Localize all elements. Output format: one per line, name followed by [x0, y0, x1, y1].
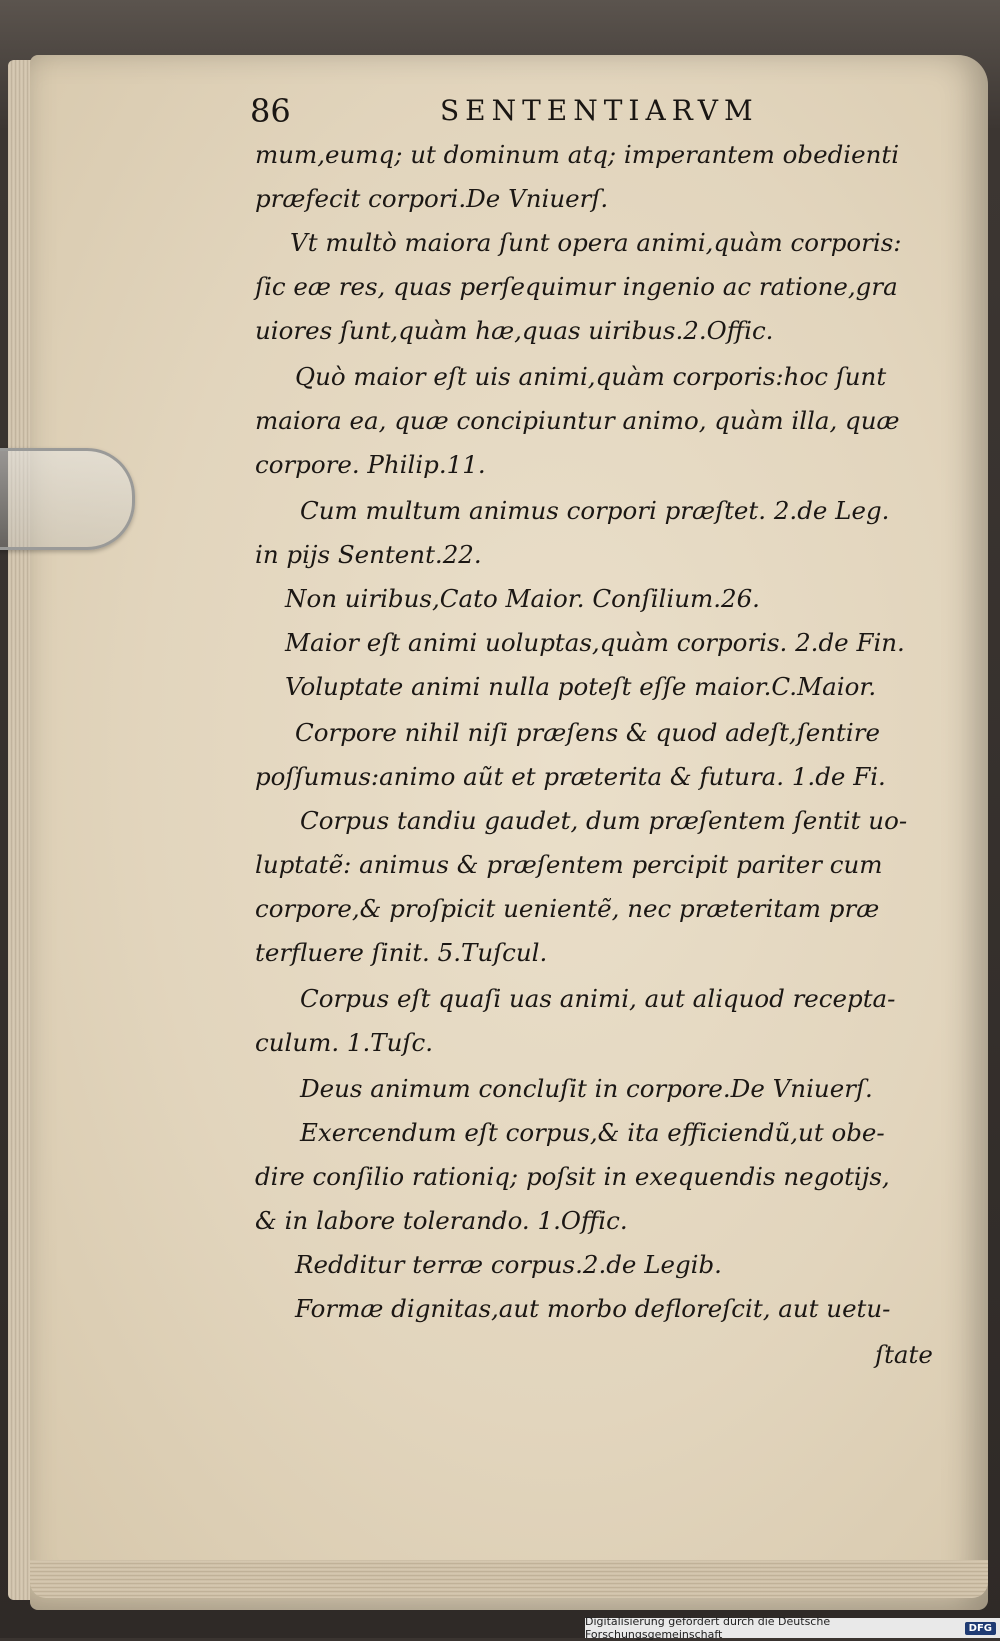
text-line: luptatẽ: animus & præſentem percipit pariter cum — [255, 850, 883, 879]
text-line: terfluere ſinit. 5.Tuſcul. — [255, 938, 548, 967]
page-number: 86 — [250, 92, 291, 130]
text-line: Exercendum eſt corpus,& ita efficiendũ,ut obe- — [300, 1118, 885, 1147]
text-line: Corpore nihil niſi præſens & quod adeſt,ſentire — [295, 718, 880, 747]
page-bottom-edge — [30, 1560, 988, 1598]
text-line: Corpus tandiu gaudet, dum præſentem ſentit uo- — [300, 806, 908, 835]
text-line: & in labore tolerando. 1.Offic. — [255, 1206, 628, 1235]
text-line: Vt multò maiora ſunt opera animi,quàm corporis: — [290, 228, 902, 257]
text-line: Redditur terræ corpus.2.de Legib. — [295, 1250, 722, 1279]
text-line: corpore. Philip.11. — [255, 450, 486, 479]
text-line: in pijs Sentent.22. — [255, 540, 482, 569]
dfg-logo: DFG — [965, 1622, 996, 1635]
running-title: SENTENTIARVM — [440, 94, 759, 127]
text-line: Maior eſt animi uoluptas,quàm corporis. 2.de Fin. — [285, 628, 905, 657]
text-line: culum. 1.Tuſc. — [255, 1028, 433, 1057]
text-line: Formæ dignitas,aut morbo defloreſcit, aut uetu- — [295, 1294, 891, 1323]
text-line: maiora ea, quæ concipiuntur animo, quàm illa, quæ — [255, 406, 900, 435]
text-line: corpore,& proſpicit uenientẽ, nec præteritam præ — [255, 894, 880, 923]
text-line: uiores ſunt,quàm hæ,quas uiribus.2.Offic. — [255, 316, 774, 345]
page-clip-icon — [0, 448, 135, 550]
text-line: ſic eæ res, quas perſequimur ingenio ac ratione,gra — [255, 272, 898, 301]
text-line: Corpus eſt quaſi uas animi, aut aliquod recepta- — [300, 984, 896, 1013]
text-line: mum,eumq; ut dominum atq; imperantem obedienti — [255, 140, 900, 169]
footer-credit-text: Digitalisierung gefördert durch die Deutsche Forschungsgemeinschaft — [585, 1615, 831, 1641]
text-line: Cum multum animus corpori præſtet. 2.de Leg. — [300, 496, 890, 525]
text-line: ſtate — [875, 1340, 933, 1369]
page-header — [250, 92, 870, 140]
text-line: Voluptate animi nulla poteſt eſſe maior.C.Maior. — [285, 672, 877, 701]
footer-credit-bar — [585, 1615, 1000, 1641]
text-line: Quò maior eſt uis animi,quàm corporis:hoc ſunt — [295, 362, 887, 391]
text-line: Non uiribus,Cato Maior. Conſilium.26. — [285, 584, 760, 613]
text-line: Deus animum concluſit in corpore.De Vniuerſ. — [300, 1074, 873, 1103]
text-line: dire conſilio rationiq; poſsit in exequendis negotijs, — [255, 1162, 890, 1191]
text-line: præfecit corpori.De Vniuerſ. — [255, 184, 609, 213]
text-line: poſſumus:animo aũt et præterita & futura. 1.de Fi. — [255, 762, 886, 791]
